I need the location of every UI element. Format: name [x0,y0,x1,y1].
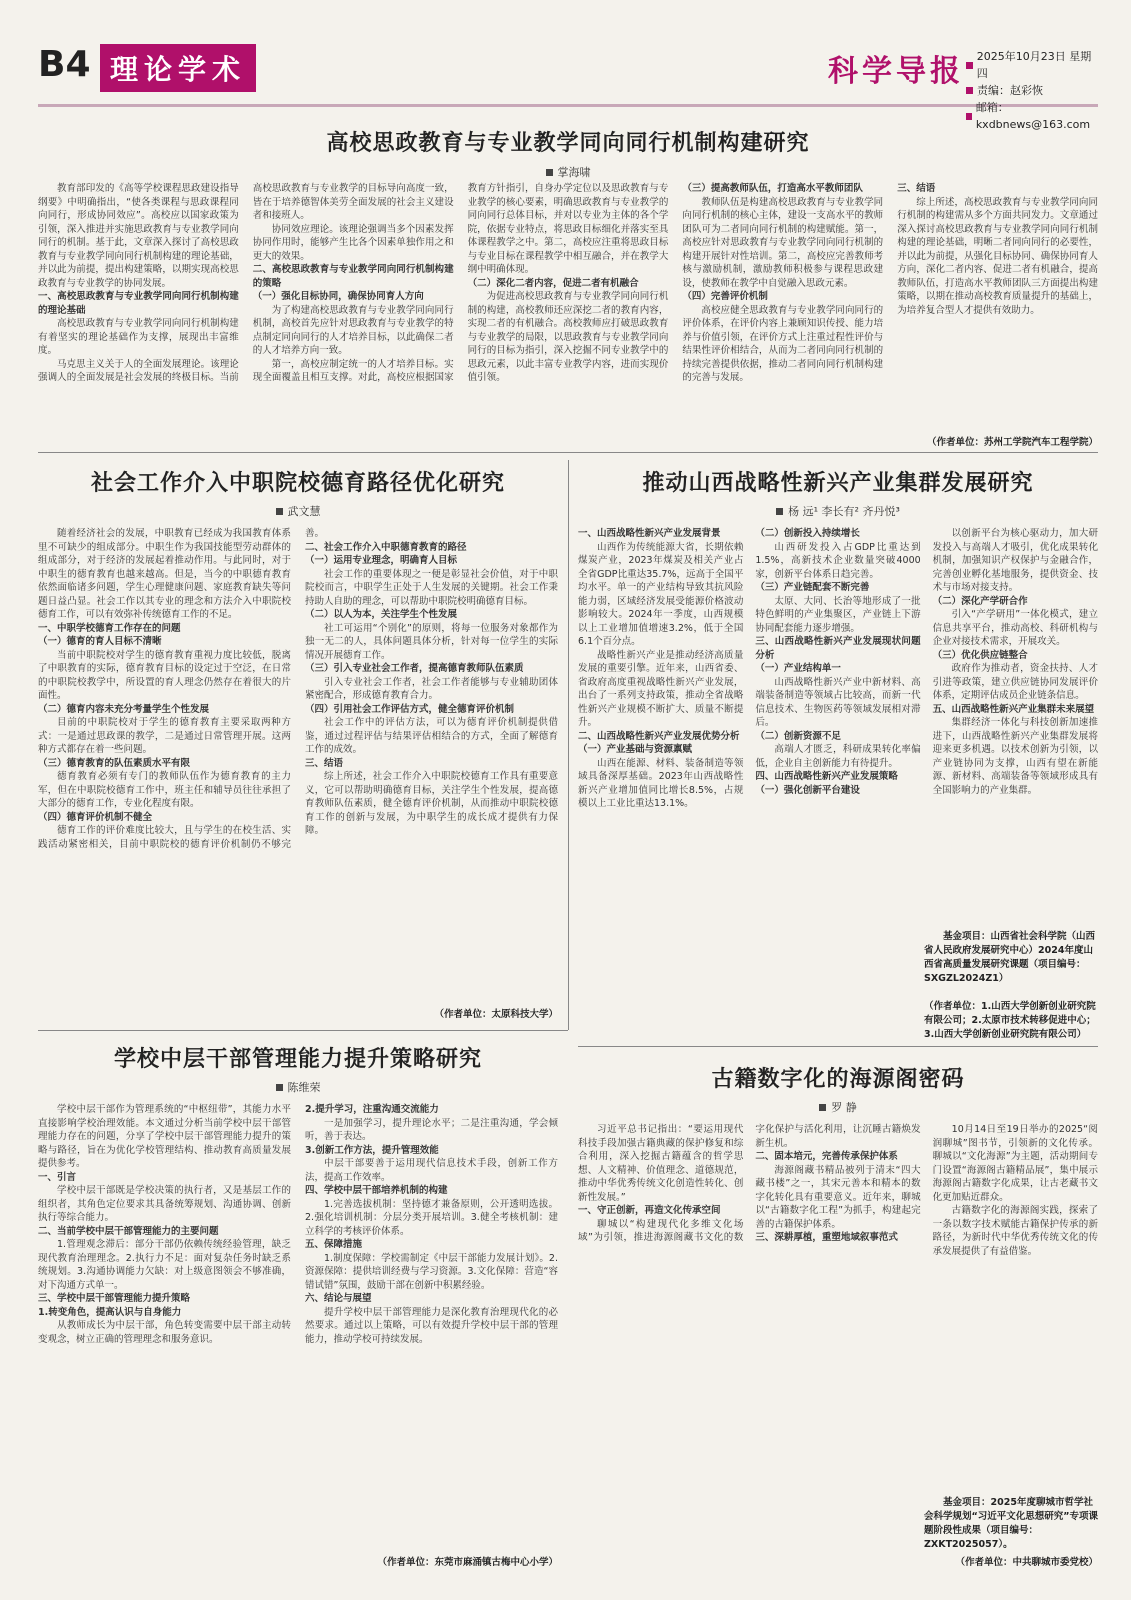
section-heading: 三、结语 [305,757,344,769]
article-title: 社会工作介入中职院校德育路径优化研究 [90,470,505,496]
section-heading: （二）创新资源不足 [755,730,841,742]
divider [38,452,1098,453]
author-affiliation: （作者单位：1.山西大学创新创业研究院有限公司；2.太原市技术转移促进中心；3.山西大学创新创业研究院有限公司） [924,1001,1096,1040]
section-heading: 一、高校思政教育与专业教学同向同行机制构建的理论基础 [38,291,239,316]
section-heading: （一）德育的育人目标不清晰 [38,636,162,647]
article-1 [38,118,1098,448]
section-heading: 三、学校中层干部管理能力提升策略 [38,1293,191,1304]
article-title: 学校中层干部管理能力提升策略研究 [113,1046,482,1072]
author-affiliation: （作者单位：苏州工学院汽车工程学院） [926,437,1098,448]
paragraph: 山西在能源、材料、装备制造等领域具备深厚基础。2023年山西战略性新兴产业增加值同比增长8.5%，占规模以上工业比重达13.1%。 [578,757,744,809]
section-heading: 二、山西战略性新兴产业发展优势分析 [578,730,740,742]
paragraph: 引入专业社会工作者，社会工作者能够与专业辅助团体紧密配合，形成德育教育合力。 [305,676,558,701]
paragraph: 一是加强学习，提升理论水平；二是注重沟通，学会倾听，善于表达。 [305,1117,558,1142]
article-body [38,1103,558,1543]
section-heading: （二）以人为本，关注学生个性发展 [305,609,458,620]
square-bullet-icon [966,62,973,69]
article-body [578,527,1098,927]
date-line: 2025年10月23日 星期四 [966,48,1098,82]
paragraph: 10月14日至19日举办的2025“阅润聊城”图书节，引领新的文化传承。聊城以“文化海源”为主题，活动期间专门设置“海源阁古籍精品展”，集中展示海源阁古籍数字化成果，让古老藏书文化更加贴近群众。 [932,1124,1098,1203]
paragraph: 山西作为传统能源大省，长期依赖煤炭产业，2023年煤炭及相关产业占全省GDP比重达35.7%，远高于全国平均水平。单一的产业结构导致其抗风险能力弱，区域经济发展受能源价格波动影响较大。2024年一季度，山西规模以上工业增加值增速3.2%，低于全国6.1个百分点。 [578,541,744,647]
square-bullet-icon [276,508,283,515]
paragraph: 山西战略性新兴产业中新材料、高端装备制造等领域占比较高，而新一代信息技术、生物医药等领域发展相对滞后。 [755,676,921,728]
paragraph: 从教师成长为中层干部，角色转变需要中层干部主动转变观念，树立正确的管理理念和服务意识。 [38,1320,291,1345]
section-heading: （三）提高教师队伍，打造高水平教师团队 [682,183,863,194]
paragraph: 综上所述，社会工作介入中职院校德育工作具有重要意义，它可以帮助明确德育目标，关注学生个性发展，提高德育教师队伍素质，健全德育评价机制，从而推动中职院校德育工作的创新与发展，为中职学生的成长成才提供有力保障。 [305,771,558,836]
article-5 [578,1056,1098,1568]
section-heading: （三）德育教育的队伍素质水平有限 [38,757,191,769]
masthead-logo: 科学导报 [828,54,964,89]
section-heading: 一、守正创新，再造文化传承空间 [578,1205,721,1216]
article-2 [38,460,558,1020]
author-affiliation: （作者单位：东莞市麻涌镇古梅中心小学） [377,1557,558,1568]
article-3 [578,460,1098,1040]
section-heading: 六、结论与展望 [305,1293,372,1304]
divider [568,460,569,1030]
author-affiliation: （作者单位：中共聊城市委党校） [955,1557,1098,1568]
article-title: 推动山西战略性新兴产业集群发展研究 [642,470,1034,496]
article-4 [38,1036,558,1568]
section-heading: （二）创新投入持续增长 [755,528,860,539]
section-heading: 二、社会工作介入中职德育教育的路径 [305,541,467,553]
section-heading: （一）运用专业理念，明确育人目标 [305,555,458,566]
paragraph: 古籍数字化的海源阁实践，探索了一条以数字技术赋能古籍保护传承的新路径，为新时代中华优秀传统文化的传承发展提供了有益借鉴。 [932,1205,1098,1257]
page-number: B4 [38,44,91,85]
section-heading: （三）优化供应链整合 [932,649,1028,661]
paragraph: 1.管理观念滞后：部分干部仍依赖传统经验管理，缺乏现代教育治理理念。2.执行力不足：面对复杂任务时缺乏系统规划。3.沟通协调能力欠缺：对上级意图领会不够准确，对下沟通方式单一。 [38,1239,291,1291]
fund-note: 基金项目：2025年度聊城市哲学社会科学规划“习近平文化思想研究”专项课题阶段性成果（项目编号：ZXKT2025057）。 [924,1497,1098,1550]
section-heading: （四）完善评价机制 [682,291,768,302]
paragraph: 战略性新兴产业是推动经济高质量发展的重要引擎。近年来，山西省委、省政府高度重视战略性新兴产业发展，出台了一系列支持政策，推动全省战略性新兴产业规模不断扩大、质量不断提升。 [578,649,744,728]
section-heading: 1.转变角色，提高认识与自身能力 [38,1306,182,1318]
section-heading: 四、学校中层干部培养机制的构建 [305,1185,448,1196]
author-affiliation: （作者单位：太原科技大学） [434,1009,558,1020]
paragraph: 学校中层干部既是学校决策的执行者，又是基层工作的组织者，其角色定位要求其具备统筹规划、沟通协调、创新执行等综合能力。 [38,1185,291,1223]
section-heading: 一、中职学校德育工作存在的问题 [38,622,181,634]
page-header [38,44,1098,131]
article-author: 掌海啸 [288,164,848,180]
article-author: 陈维荣 [38,1079,558,1095]
article-author: 罗 静 [578,1099,1098,1115]
paragraph: 聊城以“构建现代化多维文化场域”为引领，推进海源阁藏书文化的数字化保护与活化利用，让沉睡古籍焕发新生机。 [578,1124,921,1243]
square-bullet-icon [966,87,973,94]
paragraph: 协同效应理论。该理论强调当多个因素发挥协同作用时，能够产生比各个因素单独作用之和更大的效果。 [252,223,454,262]
square-bullet-icon [276,1084,283,1091]
section-heading: 三、深耕厚植，重塑地域叙事范式 [755,1232,898,1243]
divider [38,1030,568,1031]
paragraph: 1.制度保障：学校需制定《中层干部能力发展计划》。2.资源保障：提供培训经费与学习资源。3.文化保障：营造“容错试错”氛围，鼓励干部在创新中积累经验。 [305,1252,558,1291]
paragraph: 引入“产学研用”一体化模式，建立信息共享平台，推动高校、科研机构与企业对接技术需求，开展攻关。 [932,609,1098,647]
section-heading: 二、固本培元，完善传承保护体系 [755,1151,898,1162]
paragraph: 高校应健全思政教育与专业教学同向同行的评价体系，在评价内容上兼顾知识传授、能力培养与价值引领，在评价方式上注重过程性评价与结果性评价相结合，从而为二者同向同行机制的持续完善提供依据，推动二者同向同行机制构建的完善与发展。 [682,304,884,383]
paragraph: 为了构建高校思政教育与专业教学同向同行机制，高校首先应针对思政教育与专业教学的特点制定同向同行的人才培养目标，以此确保二者的人才培养方向一致。 [252,304,454,356]
article-body [578,1123,1098,1513]
paragraph: 政府作为推动者，资金扶持、人才引进等政策，建立供应链协同发展评价体系，定期评估成员企业链条信息。 [932,663,1098,701]
section-heading: 一、引言 [38,1171,77,1183]
paragraph: 高端人才匮乏，科研成果转化率偏低，企业自主创新能力有待提升。 [755,744,921,769]
paragraph: 中层干部要善于运用现代信息技术手段，创新工作方法，提高工作效率。 [305,1158,558,1183]
section-heading: （二）德育内容未充分考量学生个性发展 [38,703,210,715]
paragraph: 提升学校中层干部管理能力是深化教育治理现代化的必然要求。通过以上策略，可以有效提升学校中层干部的管理能力，推动学校可持续发展。 [305,1306,558,1345]
paragraph: 高校思政教育与专业教学同向同行机制构建有着坚实的理论基础作为支撑，展现出丰富维度。 [38,318,239,356]
paragraph: 为促进高校思政教育与专业教学同向同行机制的构建，高校教师还应深挖二者的教育内容，实现二者的有机融合。高校教师应打破思政教育与专业教学的局限，以思政教育与专业教学同向同行的目标为指引，深入挖掘不同专业教学中的思政元素，以此丰富专业教学内容，进而实现价值引领。 [467,291,669,383]
section-heading: （二）深化二者内容，促进二者有机融合 [467,277,639,289]
section-heading: （二）深化产学研合作 [932,595,1028,607]
section-heading: （一）强化创新平台建设 [755,784,860,796]
section-heading: 2.提升学习，注重沟通交流能力 [305,1104,439,1115]
divider [578,1046,1098,1047]
paragraph: 学校中层干部作为管理系统的“中枢纽带”，其能力水平直接影响学校治理效能。本文通过分析当前学校中层干部管理能力存在的问题，分享了学校中层干部管理能力提升的策略与路径，旨在为优化学校管理结构、推动教育高质量发展提供参考。 [38,1104,291,1169]
paragraph: 社工可运用“个别化”的原则，将每一位服务对象都作为独一无二的人，具体问题具体分析，针对每一位学生的实际情况开展德育工作。 [305,622,558,661]
paragraph: 山西研发投入占GDP比重达到1.5%，高新技术企业数量突破4000家，创新平台体系日趋完善。 [755,541,921,580]
email-line: 邮箱：kxdbnews@163.com [966,99,1098,133]
paragraph: 德育教育必须有专门的教师队伍作为德育教育的主力军，但在中职院校德育工作中，班主任和辅导员往往承担了大部分的德育工作，专业化程度有限。 [38,771,291,809]
section-heading: 三、山西战略性新兴产业发展现状问题分析 [755,636,921,661]
square-bullet-icon [776,508,783,515]
paragraph: 教师队伍是构建高校思政教育与专业教学同向同行机制的核心主体，建设一支高水平的教师团队可为二者同向同行机制的构建赋能。第一，高校应针对思政教育与专业教学同向同行机制的构建开展针对性培训。第二，高校应完善教师考核与激励机制，激励教师积极参与课程思政建设，使教师在教学中自觉融入思政元素。 [682,196,884,289]
paragraph: 德育工作的评价难度比较大，且与学生的在校生活、实践活动紧密相关，目前中职院校的德育评价机制仍不够完善。 [38,528,325,850]
paragraph: 海源阁藏书精品被列于清末“四大藏书楼”之一，其宋元善本和精本的数字化转化具有重要意义。近年来，聊城以“古籍数字化工程”为抓手，构建起完善的古籍保护体系。 [755,1164,921,1230]
section-heading: 四、山西战略性新兴产业发展策略 [755,771,898,782]
article-body [38,527,558,987]
paragraph: 集群经济一体化与科技创新加速推进下，山西战略性新兴产业集群发展将迎来更多机遇。以技术创新为引领，以产业链协同为支撑，山西有望在新能源、新材料、高端装备等领域形成具有全国影响力的产业集群。 [932,717,1098,796]
section-heading: （四）德育评价机制不健全 [38,811,153,823]
section-heading: 二、高校思政教育与专业教学同向同行机制构建的策略 [252,264,454,289]
section-heading: （一）强化目标协同，确保协同育人方向 [252,291,424,302]
section-heading: 二、当前学校中层干部管理能力的主要问题 [38,1225,219,1237]
paragraph: 太原、大同、长治等地形成了一批特色鲜明的产业集聚区，产业链上下游协同配套能力逐步增强。 [755,595,921,634]
section-heading: （一）产业基础与资源禀赋 [578,744,693,755]
section-heading: 3.创新工作方法，提升管理效能 [305,1144,439,1156]
section-heading: （三）引入专业社会工作者，提高德育教师队伍素质 [305,663,524,674]
section-heading: （一）产业结构单一 [755,663,841,674]
paragraph: 综上所述，高校思政教育与专业教学同向同行机制的构建需从多个方面共同发力。文章通过深入探讨高校思政教育与专业教学同向同行机制构建的理论基础，明晰二者同向同行的必要性，并以此为前提，从强化目标协同、确保协同育人方向，深化二者内容、促进二者有机融合，提高教师队伍，打造高水平教师团队三方面提出构建策略，以期在推动高校教育质量提升的基础上，为培养复合型人才提供有效助力。 [897,196,1098,316]
section-heading: 一、山西战略性新兴产业发展背景 [578,528,721,539]
paragraph: 第一，高校应制定统一的人才培养目标。实现全面覆盖且相互支撑。对此，高校应根据国家教育方针指引，自身办学定位以及思政教育与专业教学的核心要素，明确思政教育与专业教学的同向同行总体目标，并对以专业为主体的各个学院，依据专业特点，将思政目标细化并落实至具体课程教学之中。第二，高校应注重将思政目标与专业目标在课程教学中相互融合，并在教学大纲中明确体现。 [252,183,669,383]
article-title: 古籍数字化的海源阁密码 [711,1066,965,1092]
section-heading: 五、保障措施 [305,1239,363,1250]
paragraph: 马克思主义关于人的全面发展理论。该理论强调人的全面发展是社会发展的终极目标。当前高校思政教育与专业教学的目标导向高度一致，皆在于培养德智体美劳全面发展的社会主义建设者和接班人。 [38,183,454,383]
section-heading: （四）引用社会工作评估方式，健全德育评价机制 [305,703,515,715]
article-author: 武文慧 [38,503,558,519]
paragraph: 社会工作中的评估方法，可以为德育评价机制提供借鉴，通过过程评估与结果评估相结合的方式，全面了解德育工作的成效。 [305,717,558,755]
editor-line: 责编：赵彩恢 [966,82,1098,99]
paragraph: 社会工作的重要体现之一便是彰显社会价值，对于中职院校而言，中职学生正处于人生发展的关键期。社会工作秉持助人自助的理念，可以帮助中职院校明确德育目标。 [305,568,558,607]
paragraph: 以创新平台为核心驱动力，加大研发投入与高端人才吸引，优化成果转化机制，加强知识产权保护与金融合作，完善创业孵化基地服务，提供资金、技术与市场对接支持。 [932,528,1098,593]
article-author: 杨 远¹ 李长有² 齐丹悦³ [578,503,1098,519]
paragraph: 目前的中职院校对于学生的德育教育主要采取两种方式：一是通过思政课的教学，二是通过日常管理开展。这两种方式都存在着一些问题。 [38,717,291,755]
section-name: 理论学术 [100,44,256,92]
paragraph: 习近平总书记指出：“要运用现代科技手段加强古籍典藏的保护修复和综合利用，深入挖掘古籍蕴含的哲学思想、人文精神、价值理念、道德规范，推动中华优秀传统文化创造性转化、创新性发展。” [578,1124,744,1203]
paragraph: 随着经济社会的发展，中职教育已经成为我国教育体系里不可缺少的组成部分。中职生作为我国技能型劳动群体的组成部分，对于经济的发展起着推动作用。与此同时，对于中职生的德育教育也越来越高。但是，当今的中职德育教育依然面临诸多问题，学生心理健康问题、家庭教育缺失等问题日益凸显。社会工作以其专业的理念和方法介入中职院校德育工作，可以有效弥补传统德育工作的不足。 [38,528,291,620]
article-title: 高校思政教育与专业教学同向同行机制构建研究 [326,130,810,156]
section-heading: 五、山西战略性新兴产业集群未来展望 [932,703,1095,715]
paragraph: 教育部印发的《高等学校课程思政建设指导纲要》中明确指出，“使各类课程与思政课程同向同行，形成协同效应”。高校应以国家政策为引领，深入推进并实施思政教育与专业教学同向同行的机制。基于此，文章深入探讨了高校思政教育与专业教学同向同行机制构建的理论基础，并以此为前提，提出构建策略，以期实现高校思政教育与专业教学的协同发展。 [38,183,239,289]
fund-note: 基金项目：山西省社会科学院（山西省人民政府发展研究中心）2024年度山西省高质量发展研究课题（项目编号：SXGZL2024Z1） [924,931,1096,984]
paragraph: 当前中职院校对学生的德育教育重视力度比较低，脱离了中职教育的实际，德育教育目标的设定过于空泛，在日常的中职院校教学中，所设置的育人理念仍然存在着很大的片面性。 [38,649,291,701]
square-bullet-icon [546,169,553,176]
section-heading: 三、结语 [897,183,936,194]
paragraph: 1.完善选拔机制：坚持德才兼备原则，公开透明选拔。2.强化培训机制：分层分类开展培训。3.健全考核机制：建立科学的考核评价体系。 [305,1198,558,1237]
section-heading: （三）产业链配套不断完善 [755,582,870,593]
article-body [38,182,1098,432]
square-bullet-icon [819,1104,826,1111]
